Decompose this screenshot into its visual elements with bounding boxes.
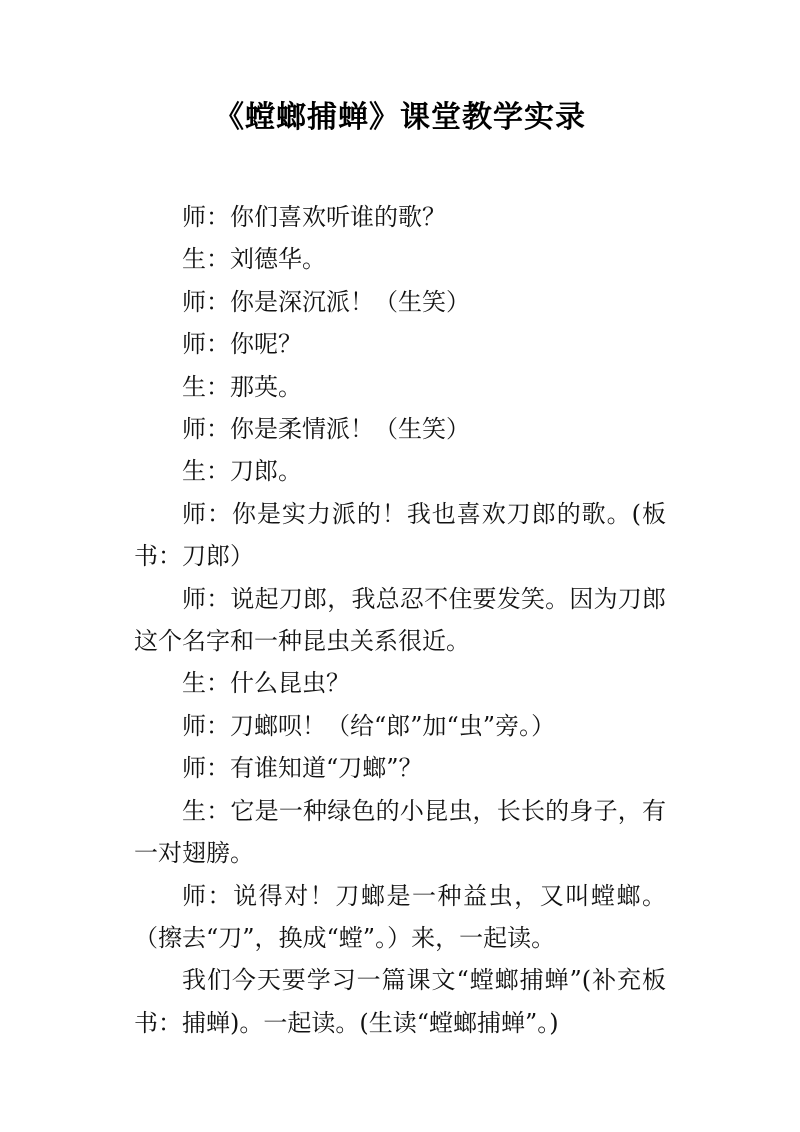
paragraph: 师：你们喜欢听谁的歌？ (182, 203, 446, 231)
paragraph: 生：刀郎。 (182, 457, 302, 486)
paragraph: 生：什么昆虫？ (182, 669, 350, 698)
paragraph: 师：说得对！刀螂是一种益虫，又叫螳螂。（擦去“刀”，换成“螳”。）来，一起读。 (134, 881, 666, 952)
paragraph: 我们今天要学习一篇课文“螳螂捕蝉”(补充板书：捕蝉)。一起读。(生读“螳螂捕蝉”。) (134, 966, 666, 1037)
paragraph: 师：你是深沉派！（生笑） (182, 287, 470, 316)
paragraph: 师：你是实力派的！我也喜欢刀郎的歌。(板书：刀郎） (134, 499, 666, 571)
paragraph: 师：你是柔情派！（生笑） (182, 415, 470, 444)
document-title: 《螳螂捕蝉》课堂教学实录 (214, 100, 586, 135)
paragraph: 生：刘德华。 (182, 245, 326, 274)
paragraph: 师：有谁知道“刀螂”？ (182, 754, 423, 783)
paragraph: 师：刀螂呗！（给“郎”加“虫”旁。） (182, 711, 556, 740)
paragraph: 生：它是一种绿色的小昆虫，长长的身子，有一对翅膀。 (134, 796, 666, 868)
paragraph: 师：说起刀郎，我总忍不住要发笑。因为刀郎这个名字和一种昆虫关系很近。 (134, 584, 666, 656)
paragraph: 生：那英。 (182, 372, 302, 401)
document-body (134, 196, 666, 1044)
paragraph: 师：你呢？ (182, 330, 302, 359)
